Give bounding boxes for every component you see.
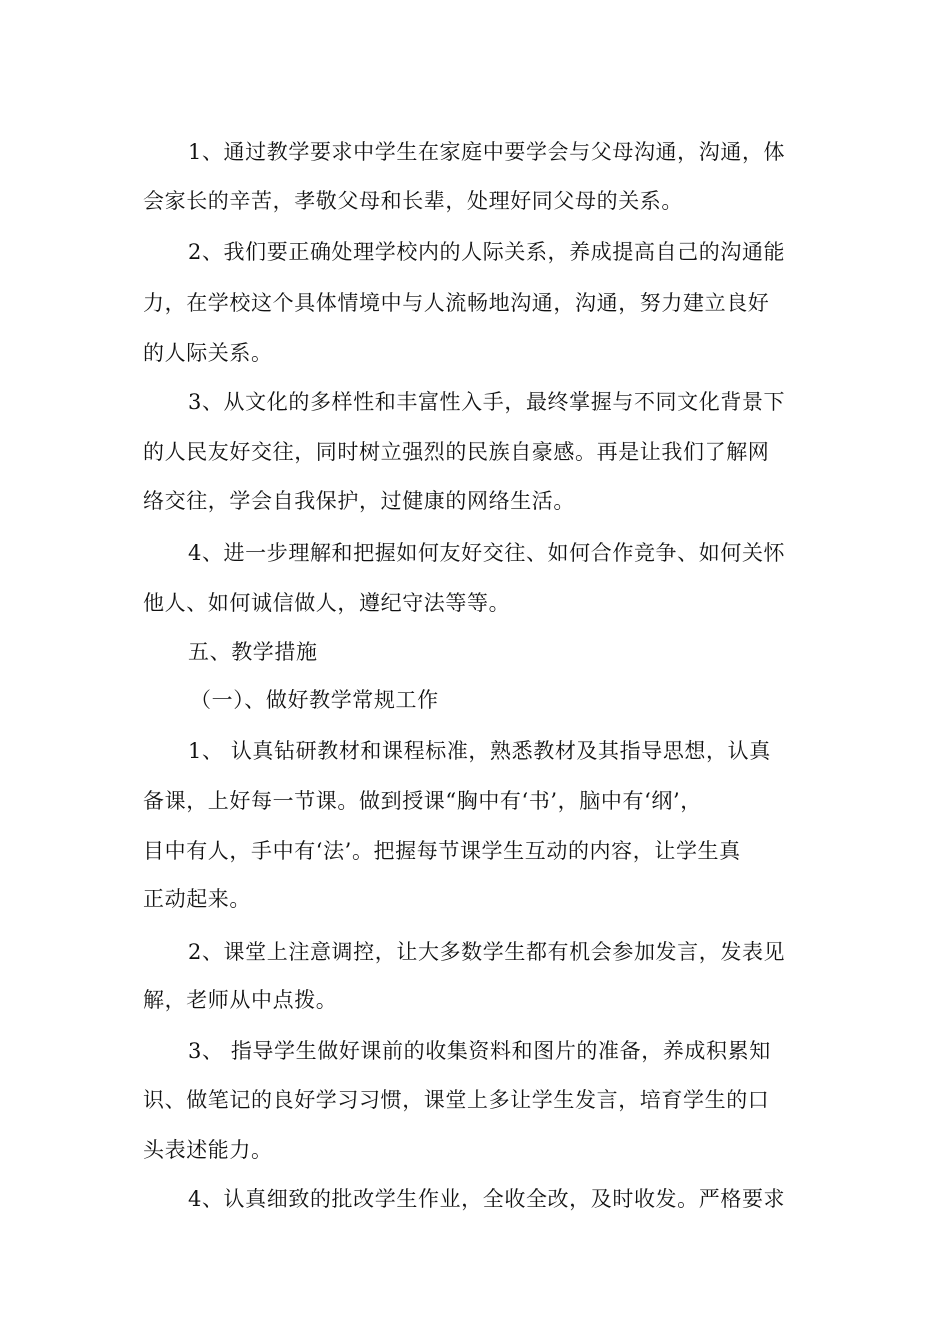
text-line: 目中有人，手中有‘法’。把握每节课学生互动的内容，让学生真 bbox=[143, 839, 741, 863]
text-line: 解，老师从中点拨。 bbox=[143, 988, 338, 1012]
text-line: 的人际关系。 bbox=[143, 341, 273, 365]
text-line: 的人民友好交往，同时树立强烈的民族自豪感。再是让我们了解网 bbox=[143, 440, 770, 464]
text-line: 4、进一步理解和把握如何友好交往、如何合作竞争、如何关怀 bbox=[188, 541, 786, 565]
text-line: 头表述能力。 bbox=[143, 1138, 273, 1162]
subsection-heading: （一）、做好教学常规工作 bbox=[190, 688, 439, 712]
text-line: 2、课堂上注意调控，让大多数学生都有机会参加发言，发表见 bbox=[188, 940, 786, 964]
text-line: 络交往，学会自我保护，过健康的网络生活。 bbox=[143, 489, 575, 513]
text-line: 会家长的辛苦，孝敬父母和长辈，处理好同父母的关系。 bbox=[143, 189, 683, 213]
text-line: 4、认真细致的批改学生作业，全收全改，及时收发。严格要求 bbox=[188, 1187, 786, 1211]
section-heading: 五、教学措施 bbox=[188, 640, 318, 664]
text-line: 1、通过教学要求中学生在家庭中要学会与父母沟通，沟通，体 bbox=[188, 140, 786, 164]
text-line: 他人、如何诚信做人，遵纪守法等等。 bbox=[143, 591, 511, 615]
text-line: 正动起来。 bbox=[143, 887, 251, 911]
text-line: 3、 指导学生做好课前的收集资料和图片的准备，养成积累知 bbox=[188, 1039, 771, 1063]
text-line: 1、 认真钻研教材和课程标准，熟悉教材及其指导思想，认真 bbox=[188, 739, 771, 763]
text-line: 2、我们要正确处理学校内的人际关系，养成提高自己的沟通能 bbox=[188, 240, 786, 264]
text-line: 力，在学校这个具体情境中与人流畅地沟通，沟通，努力建立良好 bbox=[143, 291, 770, 315]
text-line: 识、做笔记的良好学习习惯，课堂上多让学生发言，培育学生的口 bbox=[143, 1088, 770, 1112]
text-line: 3、从文化的多样性和丰富性入手，最终掌握与不同文化背景下 bbox=[188, 390, 786, 414]
text-line: 备课，上好每一节课。做到授课“胸中有‘书’，脑中有‘纲’， bbox=[143, 789, 702, 813]
